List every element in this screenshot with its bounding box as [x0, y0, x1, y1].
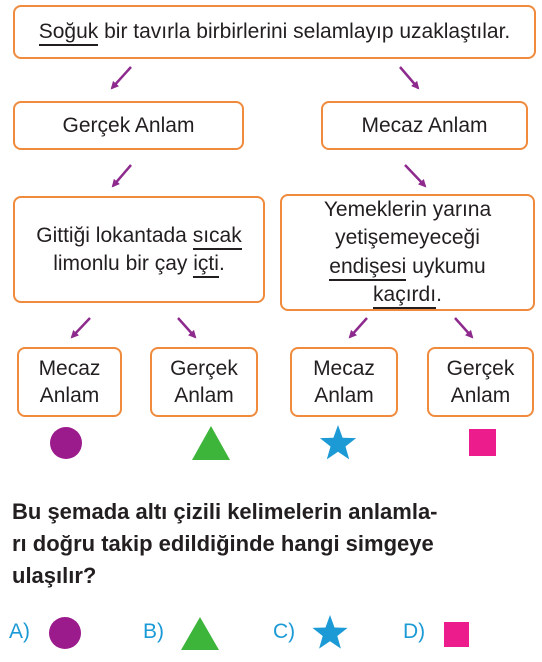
gercek-anlam-box [13, 101, 244, 150]
leaf-gercek-left: Gerçek Anlam [150, 347, 258, 417]
arrow-right-to-mecaz-leaf [350, 318, 367, 337]
option-d-label[interactable]: D) [403, 620, 426, 643]
option-a-circle-icon[interactable] [49, 617, 81, 649]
gercek-anlam-label: Gerçek Anlam [62, 113, 195, 137]
mecaz-anlam-box [321, 101, 528, 150]
option-d-square-icon[interactable] [444, 622, 469, 647]
option-a-label[interactable]: A) [9, 620, 30, 643]
arrow-top-to-mecaz [400, 67, 418, 88]
circle-symbol [50, 427, 82, 459]
underlined-word-icti: içti [193, 251, 219, 275]
arrow-right-to-gercek-leaf [455, 318, 472, 337]
triangle-symbol [192, 426, 230, 460]
square-symbol [469, 429, 496, 456]
arrow-left-to-mecaz-leaf [72, 318, 90, 337]
top-sentence: Soğuk bir tavırla birbirlerini selamlayıp uzaklaştılar. [38, 20, 511, 44]
arrow-top-to-gercek [112, 67, 131, 88]
right-sentence-box [280, 194, 535, 311]
underlined-word-soguk: Soğuk [38, 20, 99, 44]
arrow-gercek-to-sentence [113, 165, 131, 186]
top-sentence-box [13, 5, 536, 59]
star-symbol [320, 425, 356, 459]
option-b-triangle-icon[interactable] [181, 617, 219, 650]
option-c-label[interactable]: C) [273, 620, 296, 643]
left-sentence: Gittiği lokantada sıcak limonlu bir çay içti. [36, 224, 242, 275]
arrow-left-to-gercek-leaf [178, 318, 195, 337]
leaf-gercek-right: Gerçek Anlam [427, 347, 534, 417]
option-c-star-icon[interactable] [312, 615, 347, 649]
leaf-mecaz-left: Mecaz Anlam [17, 347, 122, 417]
option-b-label[interactable]: B) [143, 620, 164, 643]
leaf-mecaz-right: Mecaz Anlam [290, 347, 398, 417]
underlined-word-sicak: sıcak [192, 224, 242, 248]
arrow-mecaz-to-sentence [405, 165, 425, 186]
underlined-word-kacirdi: kaçırdı [373, 282, 437, 306]
right-sentence: Yemeklerin yarına yetişemeyeceği endişesi uykumu kaçırdı. [323, 197, 492, 306]
underlined-word-endisesi: endişesi [329, 254, 407, 278]
left-sentence-box [13, 196, 265, 303]
question-text: Bu şemada altı çizili kelimelerin anlamla- rı doğru takip edildiğinde hangi simgeye ulaşılır? [12, 499, 438, 588]
mecaz-anlam-label: Mecaz Anlam [361, 113, 488, 137]
